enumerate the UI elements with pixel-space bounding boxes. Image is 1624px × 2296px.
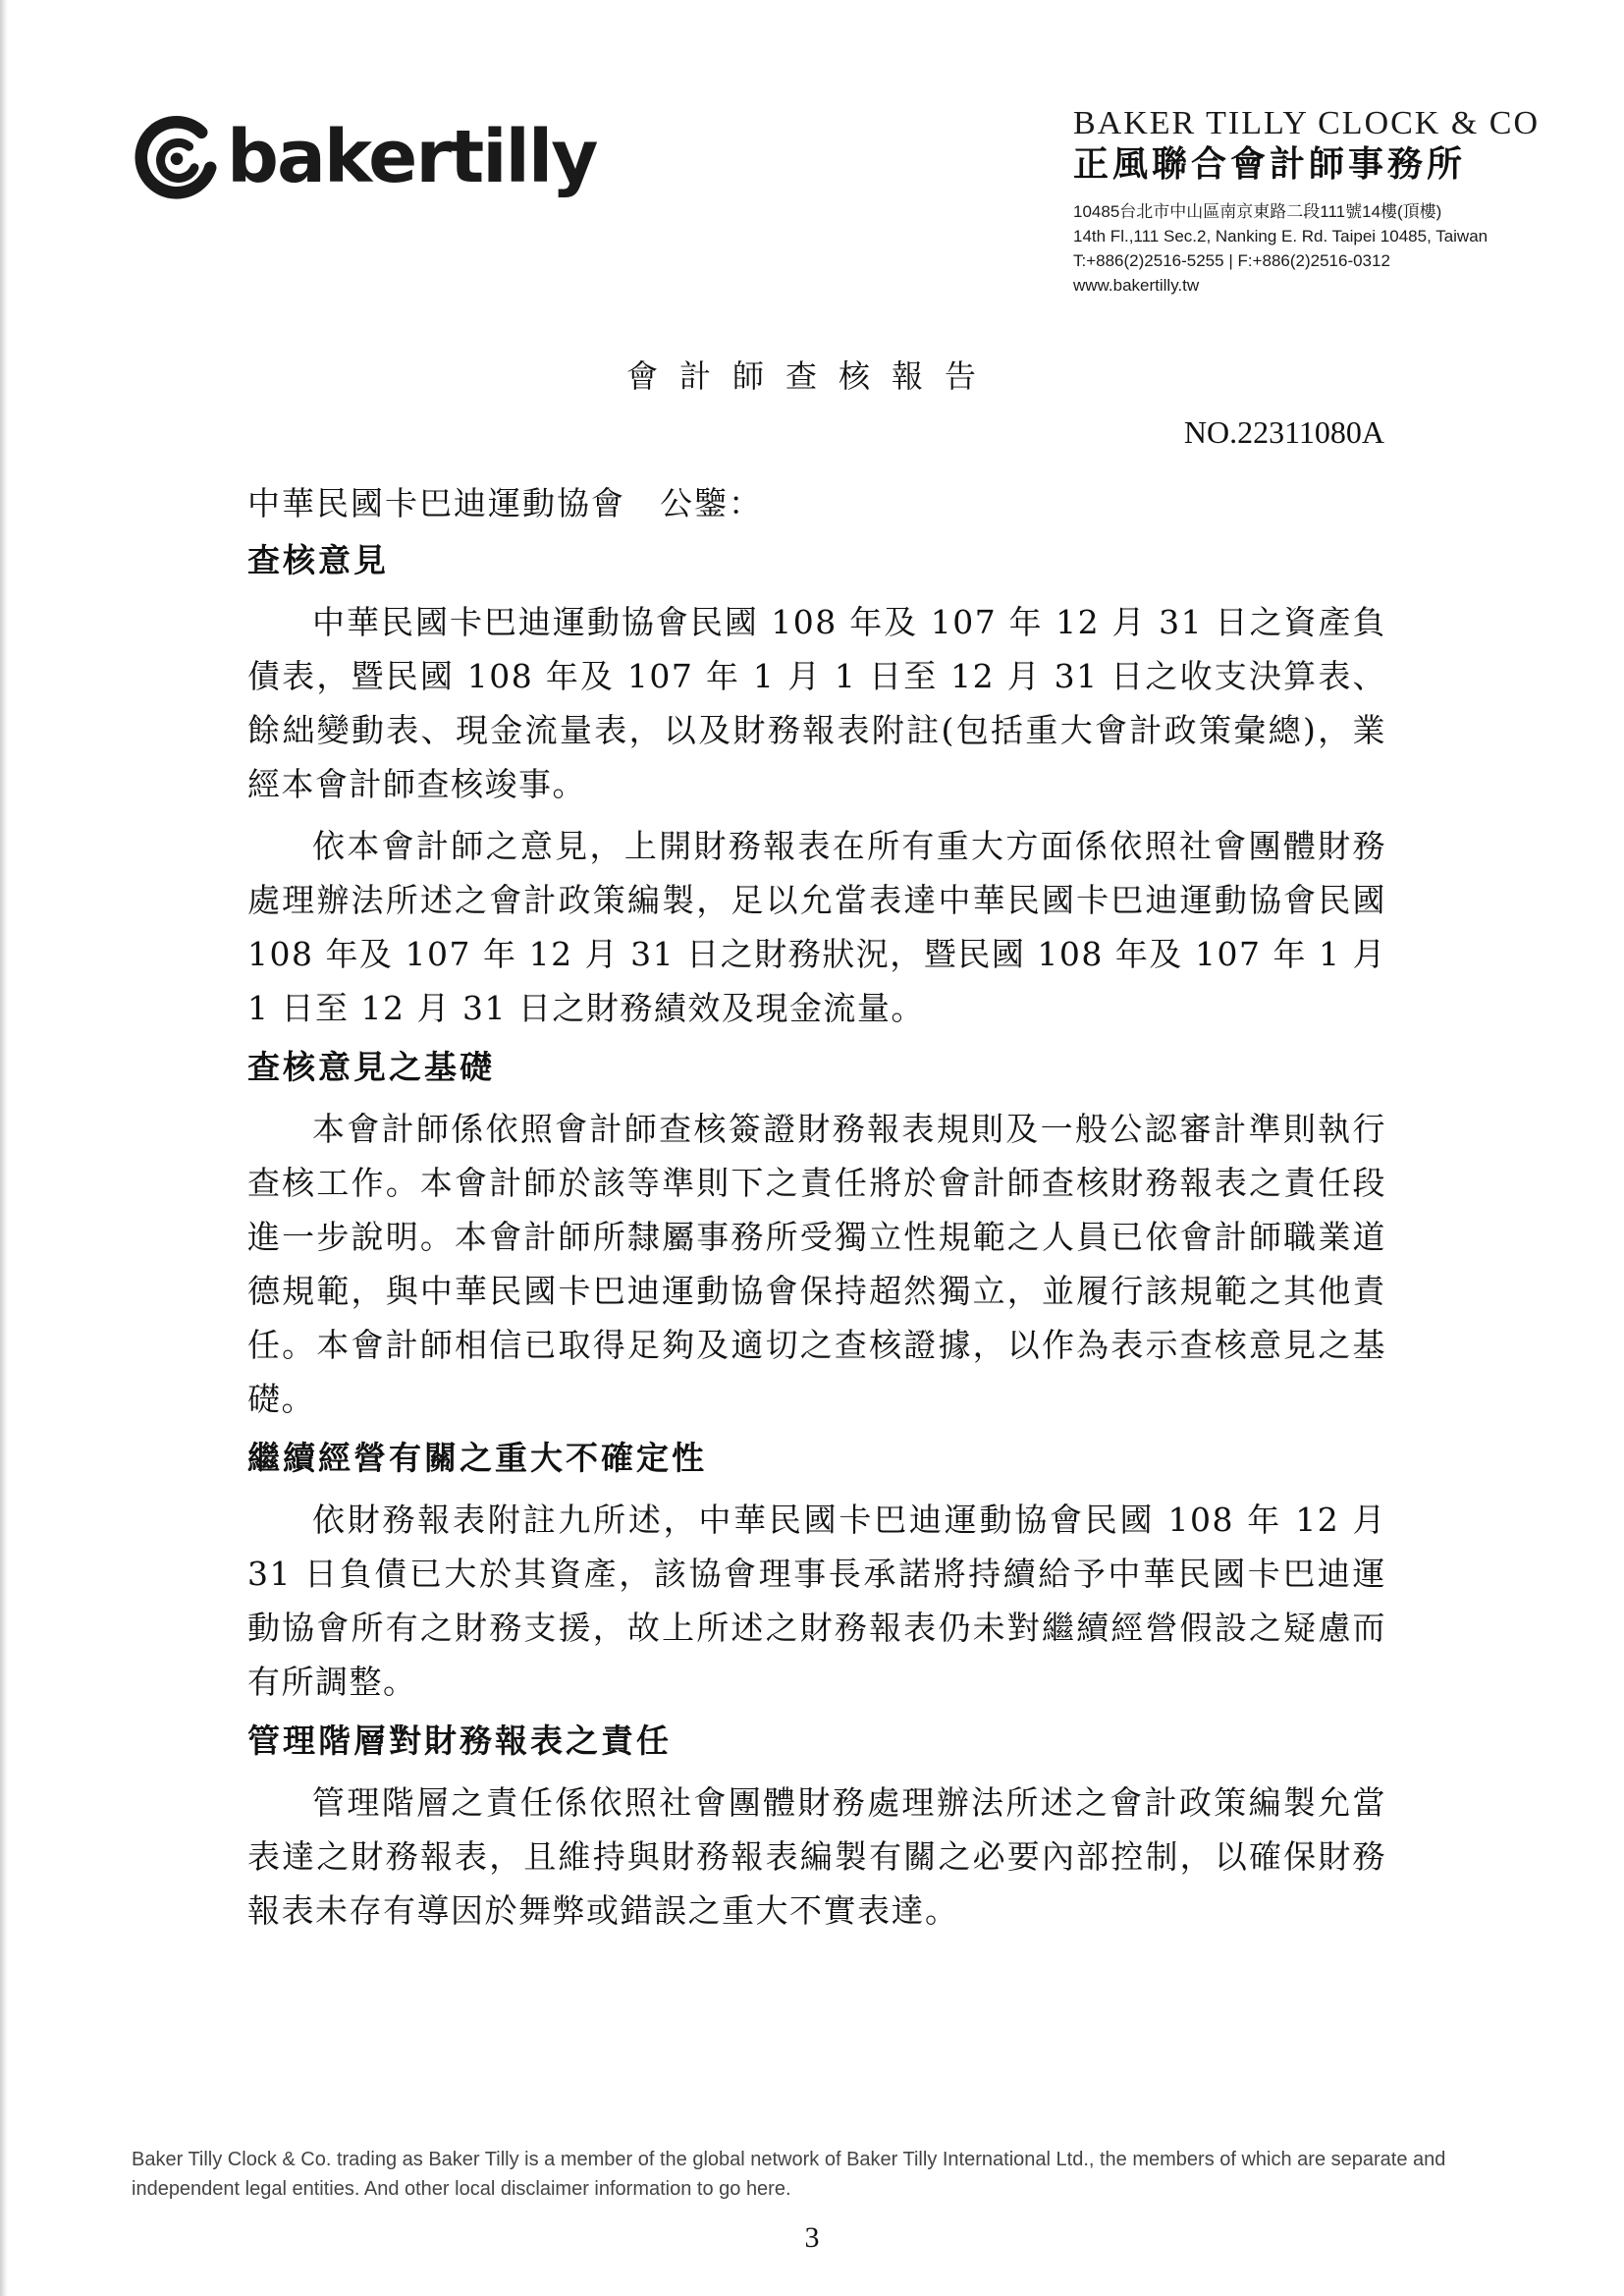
company-logo [133,113,597,201]
section-heading-audit-opinion: 查核意見 [247,541,389,579]
scan-edge-shadow [0,0,8,2296]
section-heading-basis-for-opinion: 查核意見之基礎 [247,1048,495,1086]
logo-wordmark: bakertilly [227,115,597,199]
bakertilly-swirl-logo-icon [133,113,221,201]
section-heading-going-concern: 繼續經營有關之重大不確定性 [247,1439,707,1477]
firm-info [1073,106,1564,298]
footer-disclaimer: Baker Tilly Clock & Co. trading as Baker Tilly is a member of the global network of Baker Tilly International Ltd., the members of which are separate and independent legal entities. And other local disclaimer information to go here. [132,2149,1446,2200]
reference-number: NO.22311080A [1183,414,1384,450]
address-chinese: 10485台北市中山區南京東路二段111號14樓(頂樓) [1073,201,1442,221]
addressee: 中華民國卡巴迪運動協會 公鑒： [247,484,763,522]
paragraph: 管理階層之責任係依照社會團體財務處理辦法所述之會計政策編製允當表達之財務報表，且維持與財務報表編製有關之必要內部控制，以確保財務報表未存有導因於舞弊或錯誤之重大不實表達。 [247,1783,1386,1930]
section-heading-management-responsibility: 管理階層對財務報表之責任 [247,1722,672,1760]
firm-name-english: BAKER TILLY CLOCK & CO [1073,105,1541,141]
firm-contact-block [1073,199,1564,298]
phone-fax: T:+886(2)2516-5255 | F:+886(2)2516-0312 [1073,250,1390,270]
firm-name-chinese: 正風聯合會計師事務所 [1073,142,1467,185]
paragraph: 依財務報表附註九所述，中華民國卡巴迪運動協會民國 108 年 12 月 31 日負債已大於其資產，該協會理事長承諾將持續給予中華民國卡巴迪運動協會所有之財務支援，故上所述之財務報表仍未對繼續經營假設之疑慮而有所調整。 [247,1501,1386,1701]
report-body [247,477,1386,1943]
paragraph: 中華民國卡巴迪運動協會民國 108 年及 107 年 12 月 31 日之資產負債表，暨民國 108 年及 107 年 1 月 1 日至 12 月 31 日之收支決算表、餘絀變動表、現金流量表，以及財務報表附註(包括重大會計政策彙總)，業經本會計師查核竣事。 [247,603,1386,803]
paragraph: 依本會計師之意見，上開財務報表在所有重大方面係依照社會團體財務處理辦法所述之會計政策編製，足以允當表達中華民國卡巴迪運動協會民國 108 年及 107 年 12 月 31 日之財務狀況，暨民國 108 年及 107 年 1 月 1 日至 12 月 31 日之財務績效及現金流量。 [247,827,1386,1027]
report-title: 會計師查核報告 [625,357,998,395]
website: www.bakertilly.tw [1073,275,1200,295]
page-number: 3 [804,2221,820,2254]
paragraph: 本會計師係依照會計師查核簽證財務報表規則及一般公認審計準則執行查核工作。本會計師於該等準則下之責任將於會計師查核財務報表之責任段進一步說明。本會計師所隸屬事務所受獨立性規範之人員已依會計師職業道德規範，與中華民國卡巴迪運動協會保持超然獨立，並履行該規範之其他責任。本會計師相信已取得足夠及適切之查核證據，以作為表示查核意見之基礎。 [247,1110,1386,1418]
address-english: 14th Fl.,111 Sec.2, Nanking E. Rd. Taipei 10485, Taiwan [1073,226,1489,246]
